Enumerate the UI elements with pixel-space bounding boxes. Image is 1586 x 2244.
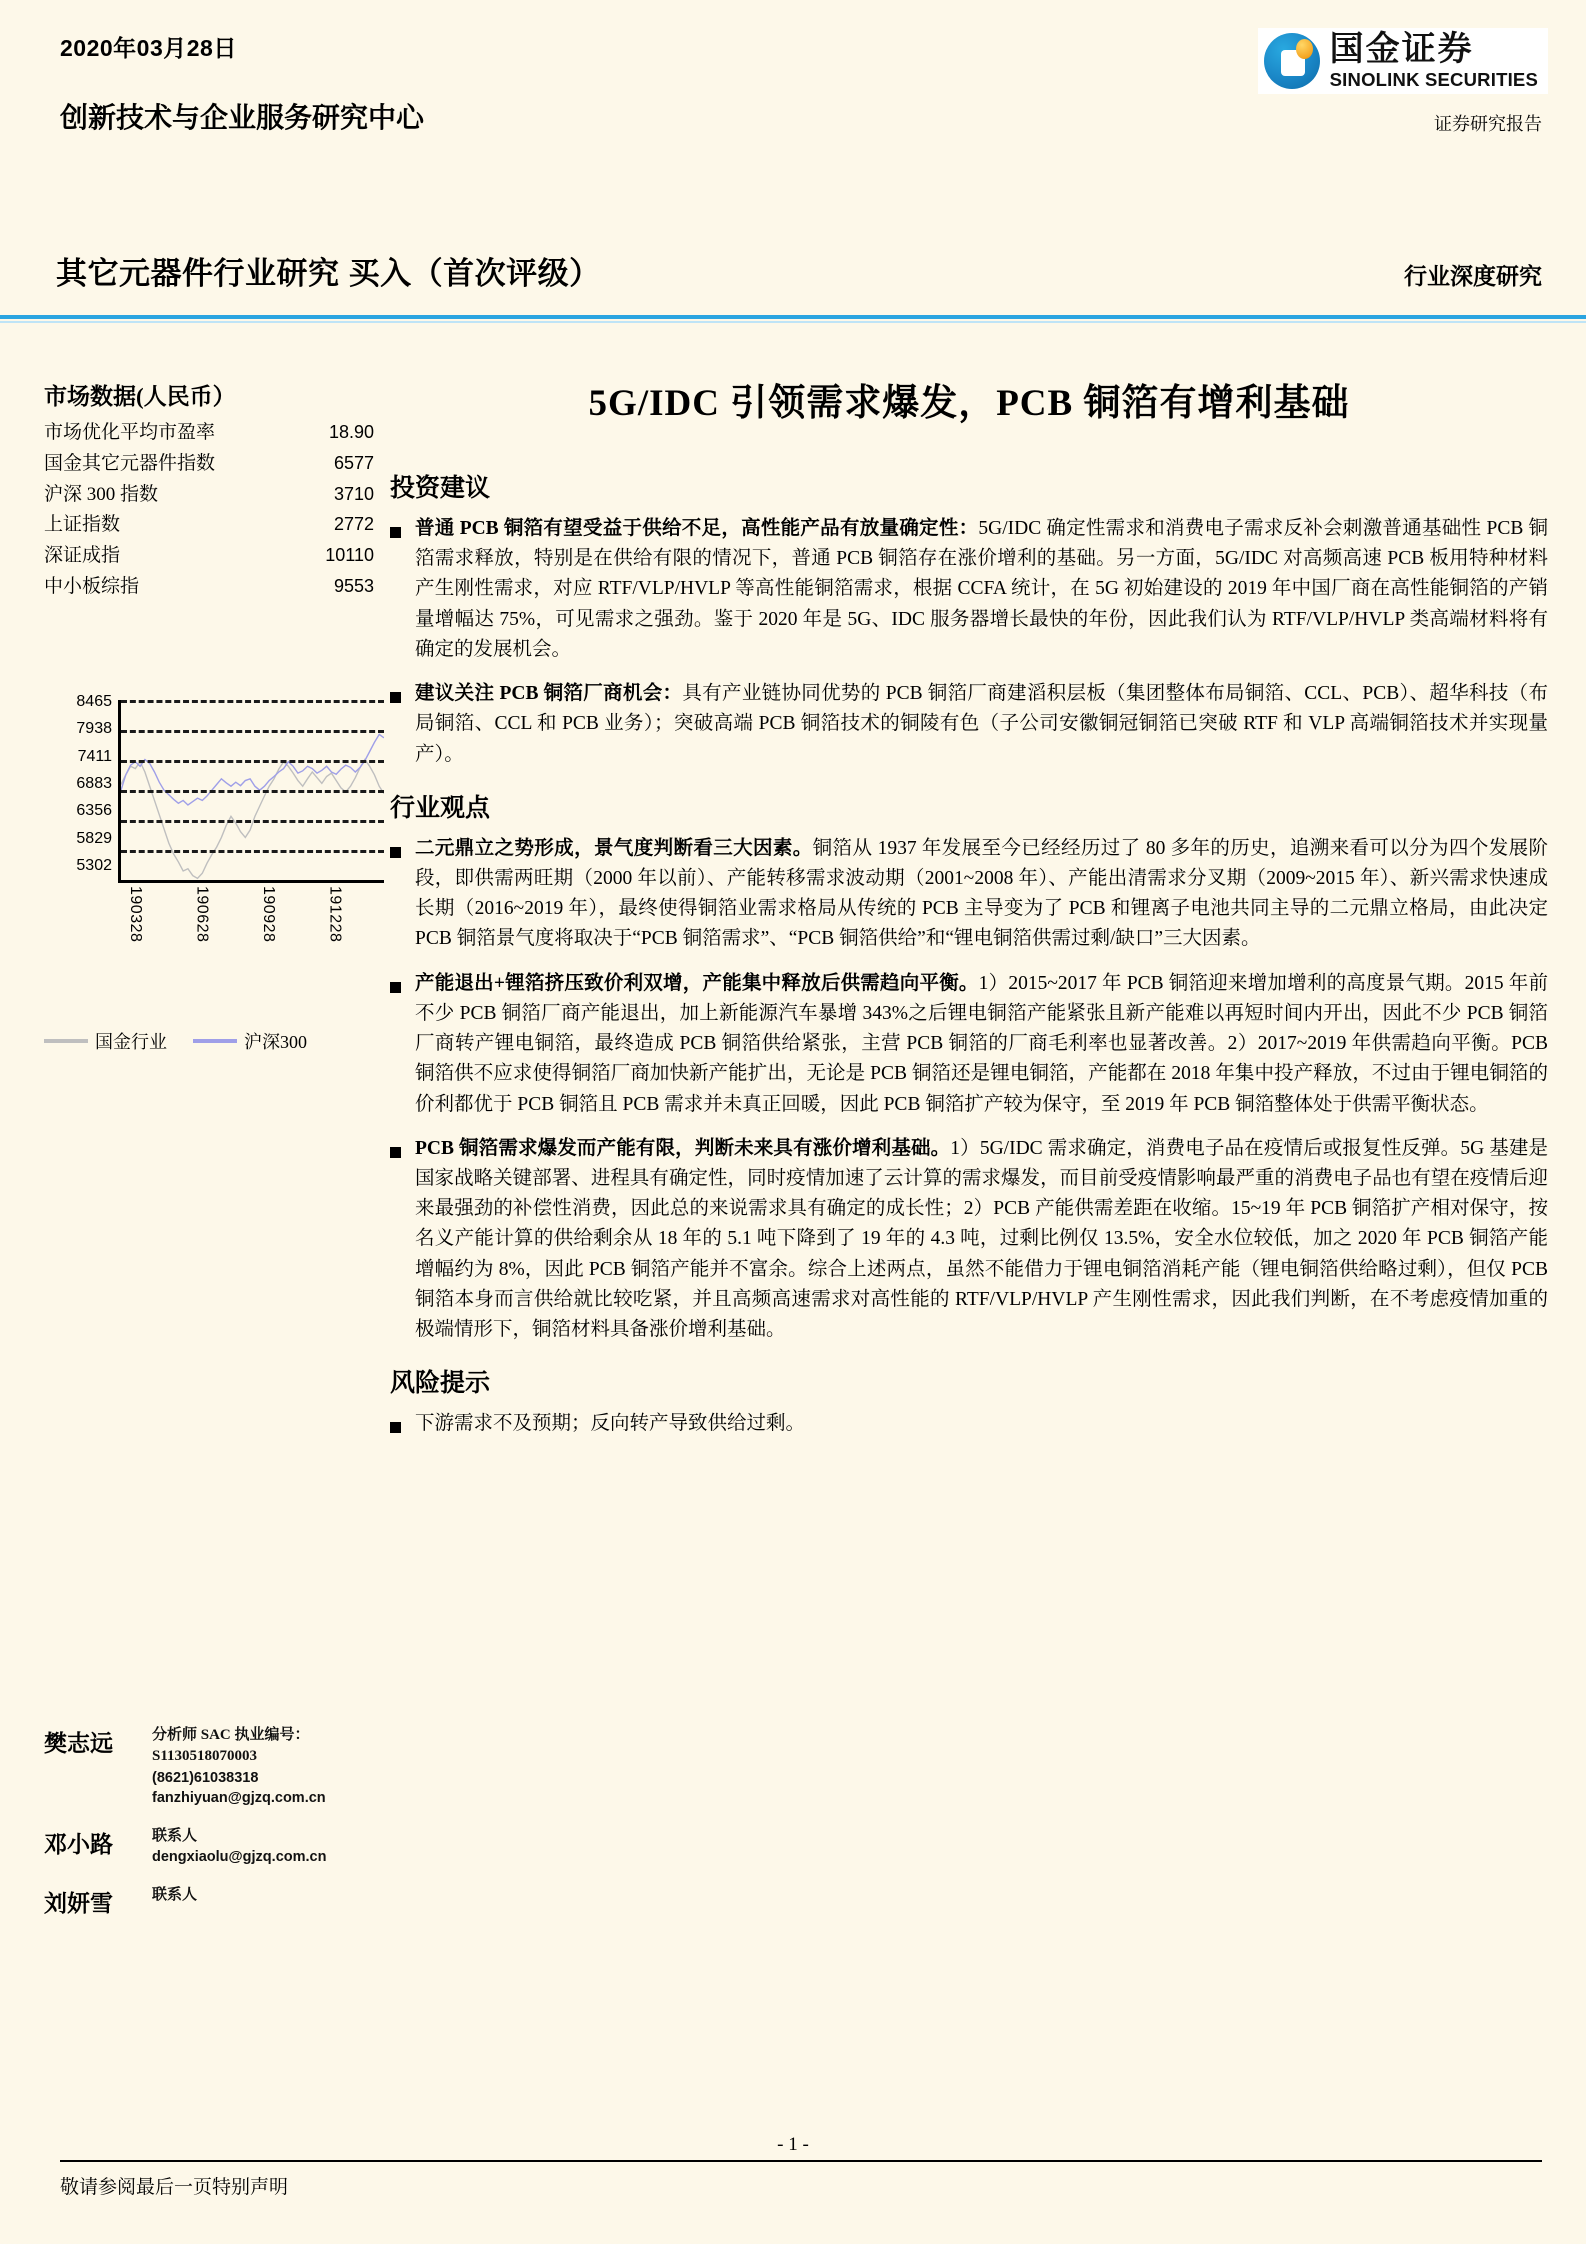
market-data-label: 上证指数 <box>44 514 121 536</box>
analyst-meta <box>152 1826 326 1868</box>
analyst-phone: (8621)61038318 <box>152 1769 259 1786</box>
analyst-entry <box>44 1725 394 1809</box>
market-data-label: 市场优化平均市盈率 <box>44 422 216 443</box>
bullet-item <box>390 679 1548 770</box>
analyst-entry <box>44 1826 394 1868</box>
bullet-text: 普通 PCB 铜箔有望受益于供给不足，高性能产品有放量确定性：5G/IDC 确定性需求和消费电子需求反补会刺激普通基础性 PCB 铜箔需求释放，特别是在供给有限的情况下，普通 PCB 铜箔存在涨价增利的基础。另一方面，5G/IDC 对高频高速 PCB 板用特种材料产生刚性需求，对应 RTF/VLP/HVLP 等高性能铜箔需求，根据 CCFA 统计，在 5G 初始建设的 2019 年中国厂商在高性能铜箔的产销量增幅达 75%，可见需求之强劲。鉴于 2020 年是 5G、IDC 服务器增长最快的年份，因此我们认为 RTF/VLP/HVLP 类高端材料将有确定的发展机会。 <box>415 518 1548 660</box>
chart-x-tick: 190628 <box>193 886 211 943</box>
chart-y-tick: 5829 <box>76 829 112 847</box>
chart-y-tick: 7938 <box>76 720 112 738</box>
chart-gridline <box>121 790 384 793</box>
bullet-square-icon <box>390 847 401 858</box>
market-data-label: 国金其它元器件指数 <box>44 452 216 474</box>
footer-disclaimer: 敬请参阅最后一页特别声明 <box>60 2177 289 2198</box>
bullet-lead: PCB 铜箔需求爆发而产能有限，判断未来具有涨价增利基础。 <box>415 1137 951 1159</box>
market-data-row <box>44 572 374 603</box>
section-heading: 投资建议 <box>390 475 491 502</box>
analyst-role: 联系人 <box>152 1886 198 1903</box>
page-number: - 1 - <box>777 2134 809 2155</box>
market-data-title: 市场数据(人民币） <box>44 384 236 409</box>
market-data-row <box>44 449 374 480</box>
section-heading: 风险提示 <box>390 1370 491 1398</box>
logo-chinese-name: 国金证券 <box>1329 30 1474 68</box>
bullet-square-icon <box>390 527 401 538</box>
page-title: 5G/IDC 引领需求爆发，PCB 铜箔有增利基础 <box>588 383 1350 424</box>
bullet-square-icon <box>390 1147 401 1158</box>
report-date: 2020年03月28日 <box>60 35 237 61</box>
research-center-name: 创新技术与企业服务研究中心 <box>60 103 425 134</box>
analyst-name: 刘妍雪 <box>44 1890 113 1916</box>
chart-y-tick: 6356 <box>76 802 112 820</box>
analyst-meta <box>152 1725 394 1809</box>
bullet-item <box>390 1134 1548 1346</box>
legend-label-series2: 沪深300 <box>244 1032 307 1052</box>
market-data-row <box>44 480 374 511</box>
market-data-value: 2772 <box>333 514 374 535</box>
legend-item-series1 <box>44 1028 167 1054</box>
market-data-table <box>44 418 374 603</box>
logo-english-name: SINOLINK SECURITIES <box>1329 69 1538 90</box>
bullet-text: 二元鼎立之势形成，景气度判断看三大因素。铜箔从 1937 年发展至今已经经历过了 80 多年的历史，追溯来看可以分为四个发展阶段，即供需两旺期（2000 年以前）、产能转移需求波动期（2001~2008 年）、产能出清需求分叉期（2009~2015 年）、新兴需求快速成长期（2016~2019 年），最终使得铜箔业需求格局从传统的 PCB 主导变为了 PCB 和锂离子电池共同主导的二元鼎立格局，由此决定 PCB 铜箔景气度将取决于“PCB 铜箔需求”、“PCB 铜箔供给”和“锂电铜箔供需过剩/缺口”三大因素。 <box>415 837 1548 950</box>
market-data-label: 深证成指 <box>44 545 121 567</box>
market-data-value: 3710 <box>333 483 374 504</box>
market-data-row <box>44 510 374 541</box>
analyst-email[interactable]: dengxiaolu@gjzq.com.cn <box>152 1849 327 1866</box>
analyst-name: 樊志远 <box>44 1731 113 1756</box>
market-data-row <box>44 418 374 449</box>
chart-y-tick: 7411 <box>77 747 112 765</box>
report-kind-label: 证券研究报告 <box>1434 114 1542 134</box>
chart-gridline <box>121 820 384 823</box>
chart-gridline <box>121 730 384 733</box>
chart-gridline <box>121 760 384 763</box>
analyst-meta <box>152 1885 197 1918</box>
bullet-text: 下游需求不及预期；反向转产导致供给过剩。 <box>415 1413 806 1435</box>
chart-plot-area <box>118 700 384 883</box>
depth-research-label: 行业深度研究 <box>1404 264 1542 289</box>
header-divider <box>0 315 1586 319</box>
bullet-text: 产能退出+锂箔挤压致价利双增，产能集中释放后供需趋向平衡。1）2015~2017 年 PCB 铜箔迎来增加增利的高度景气期。2015 年前不少 PCB 铜箔厂商产能退出，加上新能源汽车暴增 343%之后锂电铜箔产能紧张且新产能难以再短时间内开出，因此不少 PCB 铜箔厂商转产锂电铜箔，最终造成 PCB 铜箔供给紧张，主营 PCB 铜箔的厂商毛利率也显著改善。2）2017~2019 年供需趋向平衡。PCB 铜箔供不应求使得铜箔厂商加快新产能扩出，无论是 PCB 铜箔还是锂电铜箔，产能都在 2018 年集中投产释放，不过由于锂电铜箔的价利都优于 PCB 铜箔且 PCB 需求并未真正回暖，因此 PCB 铜箔扩产较为保守，至 2019 年 PCB 铜箔整体处于供需平衡状态。 <box>415 972 1548 1115</box>
chart-x-tick: 191228 <box>326 886 344 943</box>
chart-y-axis-labels <box>44 693 112 880</box>
market-data-label: 沪深 300 指数 <box>44 483 159 505</box>
bullet-lead: 二元鼎立之势形成，景气度判断看三大因素。 <box>415 837 813 859</box>
analyst-name: 邓小路 <box>44 1831 113 1857</box>
market-data-panel <box>44 378 374 603</box>
analyst-email[interactable]: fanzhiyuan@gjzq.com.cn <box>152 1790 326 1807</box>
chart-gridline <box>121 850 384 853</box>
bullet-item <box>390 514 1548 665</box>
legend-item-series2 <box>193 1028 307 1054</box>
chart-x-axis-labels <box>118 886 384 966</box>
market-data-value: 9553 <box>333 575 374 596</box>
section-heading: 行业观点 <box>390 794 491 822</box>
analyst-contact-list <box>44 1725 394 1935</box>
chart-y-tick: 6883 <box>76 774 112 792</box>
bullet-lead: 普通 PCB 铜箔有望受益于供给不足，高性能产品有放量确定性： <box>415 518 979 539</box>
market-data-label: 中小板综指 <box>44 575 140 597</box>
main-content <box>390 372 1548 1453</box>
chart-x-tick: 190328 <box>126 886 144 943</box>
bullet-square-icon <box>390 982 401 993</box>
chart-legend <box>44 1028 384 1054</box>
analyst-role: 联系人 <box>152 1827 198 1844</box>
bullet-lead: 建议关注 PCB 铜箔厂商机会： <box>415 683 683 705</box>
index-performance-chart <box>44 693 384 943</box>
bullet-square-icon <box>390 1422 401 1433</box>
report-sections <box>390 468 1548 1439</box>
chart-y-tick: 5302 <box>76 856 112 874</box>
legend-label-series1: 国金行业 <box>95 1032 167 1052</box>
bullet-text: 建议关注 PCB 铜箔厂商机会：具有产业链协同优势的 PCB 铜箔厂商建滔积层板（集团整体布局铜箔、CCL、PCB）、超华科技（布局铜箔、CCL 和 PCB 业务）；突破高端 PCB 铜箔技术的铜陵有色（子公司安徽铜冠铜箔已突破 RTF 和 VLP 高端铜箔技术并实现量产）。 <box>415 683 1548 765</box>
bullet-text: PCB 铜箔需求爆发而产能有限，判断未来具有涨价增利基础。1）5G/IDC 需求确定，消费电子品在疫情后或报复性反弹。5G 基建是国家战略关键部署、进程具有确定性，同时疫情加速了云计算的需求爆发，而目前受疫情影响最严重的消费电子品也有望在疫情后迎来最强劲的补偿性消费，因此总的来说需求具有确定的成长性；2）PCB 产能供需差距在收缩。15~19 年 PCB 铜箔扩产相对保守，按名义产能计算的供给剩余从 18 年的 5.1 吨下降到了 19 年的 4.3 吨，过剩比例仅 13.5%，安全水位较低，加之 2020 年 PCB 铜箔产能增幅约为 8%，因此 PCB 铜箔产能并不富余。综合上述两点，虽然不能借力于锂电铜箔消耗产能（锂电铜箔供给略过剩），但仅 PCB 铜箔本身而言供给就比较吃紧，并且高频高速需求对高性能的 RTF/VLP/HVLP 产生刚性需求，因此我们判断，在不考虑疫情加重的极端情形下，铜箔材料具备涨价增利基础。 <box>415 1137 1548 1341</box>
market-data-value: 10110 <box>325 545 374 566</box>
legend-swatch-series2 <box>193 1039 237 1043</box>
footer-divider <box>60 2160 1542 2162</box>
analyst-role: 分析师 SAC 执业编号：S1130518070003 <box>152 1727 310 1765</box>
market-data-value: 18.90 <box>328 422 374 442</box>
industry-title: 其它元器件行业研究 买入（首次评级） <box>56 256 601 291</box>
bullet-item <box>390 1409 1548 1439</box>
header-divider-light <box>0 321 1586 323</box>
analyst-entry <box>44 1885 394 1918</box>
chart-x-tick: 190928 <box>259 886 277 943</box>
market-data-row <box>44 541 374 572</box>
bullet-lead: 产能退出+锂箔挤压致价利双增，产能集中释放后供需趋向平衡。 <box>415 972 979 994</box>
sinolink-logo-icon <box>1264 33 1320 89</box>
chart-gridline <box>121 700 384 703</box>
bullet-item <box>390 834 1548 955</box>
market-data-value: 6577 <box>333 452 374 473</box>
bullet-item <box>390 969 1548 1120</box>
chart-y-tick: 8465 <box>76 693 112 710</box>
bullet-square-icon <box>390 692 401 703</box>
legend-swatch-series1 <box>44 1039 88 1043</box>
company-logo <box>1258 28 1548 94</box>
